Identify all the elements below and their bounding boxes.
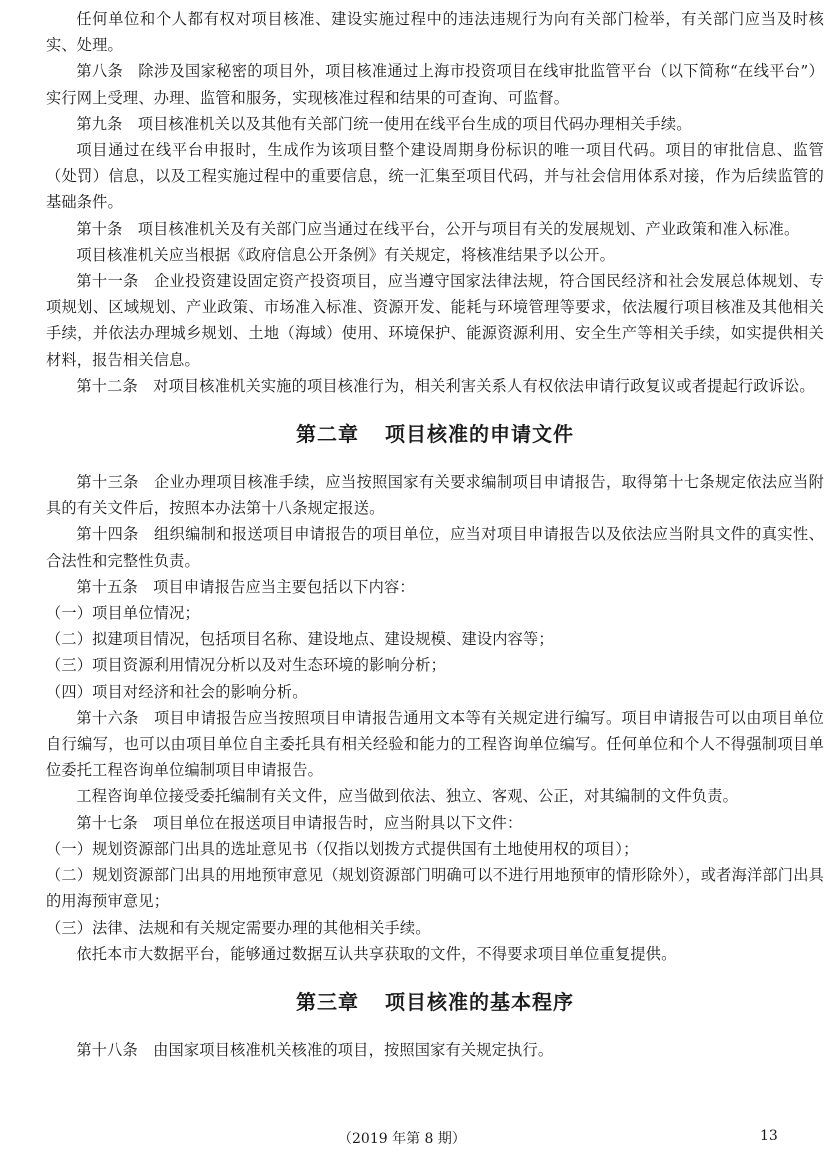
article-text: 项目核准机关以及其他有关部门统一使用在线平台生成的项目代码办理相关手续。 xyxy=(137,114,692,133)
article-number: 第十八条 xyxy=(76,1040,138,1059)
list-item: （四）项目对经济和社会的影响分析。 xyxy=(46,682,308,701)
chapter-title: 项目核准的基本程序 xyxy=(385,989,574,1014)
article-number: 第十七条 xyxy=(76,813,138,832)
article-11 xyxy=(46,268,824,373)
article-number: 第十五条 xyxy=(76,577,138,596)
chapter-number: 第三章 xyxy=(296,989,359,1014)
article-text: 企业办理项目核准手续，应当按照国家有关要求编制项目申请报告，取得第十七条规定依法应当附具的有关文件后，按照本办法第十八条规定报送。 xyxy=(46,473,824,518)
paragraph-report-violations: 任何单位和个人都有权对项目核准、建设实施过程中的违法违规行为向有关部门检举，有关部门应当及时核实、处理。 xyxy=(46,10,824,55)
list-item: （三）法律、法规和有关规定需要办理的其他相关手续。 xyxy=(46,918,431,937)
article-text: 由国家项目核准机关核准的项目，按照国家有关规定执行。 xyxy=(153,1040,554,1059)
article-text: 项目单位在报送项目申请报告时，应当附具以下文件： xyxy=(153,813,523,832)
article-text: 项目核准机关及有关部门应当通过在线平台，公开与项目有关的发展规划、产业政策和准入标准。 xyxy=(137,219,800,238)
paragraph-project-code: 项目通过在线平台申报时，生成作为该项目整个建设周期身份标识的唯一项目代码。项目的审批信息、监管（处罚）信息，以及工程实施过程中的重要信息，统一汇集至项目代码，并与社会信用体系对接，作为后续监管的基础条件。 xyxy=(46,141,824,212)
article-text: 项目申请报告应当主要包括以下内容： xyxy=(153,577,415,596)
paragraph-consulting-unit: 工程咨询单位接受委托编制有关文件，应当做到依法、独立、客观、公正，对其编制的文件负责。 xyxy=(76,787,739,806)
article-8 xyxy=(46,58,824,110)
article-10 xyxy=(46,216,824,242)
list-item: （三）项目资源利用情况分析以及对生态环境的影响分析； xyxy=(46,656,447,675)
chapter-title: 项目核准的申请文件 xyxy=(385,422,574,447)
document-body xyxy=(46,6,824,1063)
page-number: 13 xyxy=(760,1128,778,1144)
chapter-3-heading xyxy=(46,987,824,1017)
article-13 xyxy=(46,469,824,521)
article-17 xyxy=(46,810,824,836)
chapter-2-heading xyxy=(46,419,824,449)
article-14 xyxy=(46,521,824,573)
article-number: 第十三条 xyxy=(76,473,139,492)
article-text: 组织编制和报送项目申请报告的项目单位，应当对项目申请报告以及依法应当附具文件的真实性、合法性和完整性负责。 xyxy=(46,525,824,570)
article-12 xyxy=(46,373,824,399)
article-9 xyxy=(46,111,824,137)
article-text: 除涉及国家秘密的项目外，项目核准通过上海市投资项目在线审批监管平台（以下简称“在线平台”）实行网上受理、办理、监管和服务，实现核准过程和结果的可查询、可监督。 xyxy=(46,62,824,107)
article-text: 项目申请报告应当按照项目申请报告通用文本等有关规定进行编写。项目申请报告可以由项目单位自行编写，也可以由项目单位自主委托具有相关经验和能力的工程咨询单位编写。任何单位和个人不得强制项目单位委托工程咨询单位编制项目申请报告。 xyxy=(46,708,824,780)
article-18 xyxy=(46,1037,824,1063)
article-number: 第八条 xyxy=(76,62,124,81)
article-text: 企业投资建设固定资产投资项目，应当遵守国家法律法规，符合国民经济和社会发展总体规划、专项规划、区域规划、产业政策、市场准入标准、资源开发、能耗与环境管理等要求，依法履行项目核准及其他相关手续，并依法办理城乡规划、土地（海域）使用、环境保护、能源资源利用、安全生产等相关手续，如实提供相关材料，报告相关信息。 xyxy=(46,272,824,369)
article-number: 第十四条 xyxy=(76,525,139,544)
paragraph-big-data: 依托本市大数据平台，能够通过数据互认共享获取的文件，不得要求项目单位重复提供。 xyxy=(76,944,677,963)
list-item: （二）规划资源部门出具的用地预审意见（规划资源部门明确可以不进行用地预审的情形除外），或者海洋部门出具的用海预审意见； xyxy=(46,866,824,911)
article-text: 对项目核准机关实施的项目核准行为，相关利害关系人有权依法申请行政复议或者提起行政诉讼。 xyxy=(153,376,815,395)
article-number: 第十二条 xyxy=(76,376,138,395)
list-item: （二）拟建项目情况，包括项目名称、建设地点、建设规模、建设内容等； xyxy=(46,630,554,649)
issue-label: （2019 年第 8 期） xyxy=(338,1131,466,1147)
article-number: 第九条 xyxy=(76,114,123,133)
article-15 xyxy=(46,574,824,600)
paragraph-disclosure: 项目核准机关应当根据《政府信息公开条例》有关规定，将核准结果予以公开。 xyxy=(76,245,615,264)
article-number: 第十条 xyxy=(76,219,123,238)
article-number: 第十六条 xyxy=(76,708,139,727)
page-footer xyxy=(0,1128,827,1150)
list-item: （一）规划资源部门出具的选址意见书（仅指以划拨方式提供国有土地使用权的项目）； xyxy=(46,839,639,858)
article-16 xyxy=(46,705,824,784)
list-item: （一）项目单位情况； xyxy=(46,604,200,623)
article-number: 第十一条 xyxy=(76,272,139,291)
chapter-number: 第二章 xyxy=(296,422,359,447)
